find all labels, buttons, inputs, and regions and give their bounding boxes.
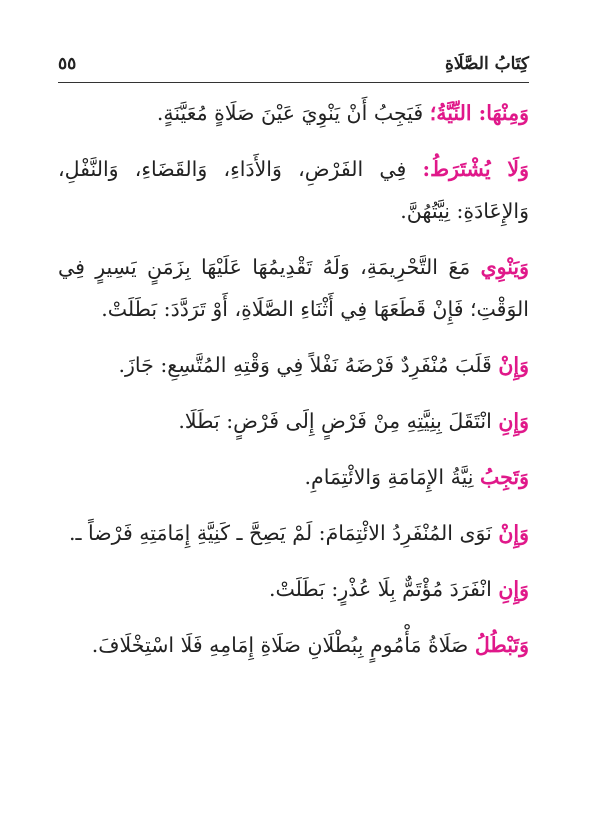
paragraph-keyword: وَلَا يُشْتَرَطُ: (422, 157, 530, 181)
paragraph-keyword: وَتَبْطُلُ (474, 633, 529, 657)
paragraph-individual-follow (58, 512, 529, 554)
chapter-title: كِتَابُ الصَّلَاةِ (444, 54, 529, 74)
paragraph-invalidation (58, 624, 529, 666)
paragraph-switch-to-nafl (58, 344, 529, 386)
paragraph-text: مَعَ التَّحْرِيمَةِ، وَلَهُ تَقْدِيمُهَا عَلَيْهَا بِزَمَنٍ يَسِيرٍ فِي الوَقْتِ؛ فَإِنْ قَطَعَهَا فِي أَثْنَاءِ الصَّلَاةِ، أَوْ تَرَدَّدَ: بَطَلَتْ. (58, 255, 529, 321)
paragraph-text: نِيَّةُ الإِمَامَةِ وَالائْتِمَامِ. (304, 465, 481, 489)
paragraph-text: انْفَرَدَ مُؤْتَمٌّ بِلَا عُذْرٍ: بَطَلَتْ. (268, 577, 499, 601)
page-number: ٥٥ (58, 54, 77, 74)
paragraph-text: فِي الفَرْضِ، وَالأَدَاءِ، وَالقَضَاءِ، وَالنَّفْلِ، وَالإِعَادَةِ: نِيَّتُهُنَّ. (58, 157, 529, 223)
paragraph-timing (58, 246, 529, 330)
paragraph-text: انْتَقَلَ بِنِيَّتِهِ مِنْ فَرْضٍ إِلَى فَرْضٍ: بَطَلَا. (178, 409, 499, 433)
paragraph-text: فَيَجِبُ أَنْ يَنْوِيَ عَيْنَ صَلَاةٍ مُعَيَّنَةٍ. (156, 101, 430, 125)
paragraph-keyword: وَإِنْ (498, 521, 529, 545)
paragraph-keyword: وَإِنِ (498, 577, 529, 601)
paragraph-not-required (58, 148, 529, 232)
paragraph-keyword: وَإِنِ (498, 409, 529, 433)
paragraph-imamate (58, 456, 529, 498)
paragraph-separation (58, 568, 529, 610)
paragraph-keyword: وَمِنْهَا: النِّيَّةُ؛ (429, 101, 529, 125)
paragraph-keyword: وَيَنْوِي (480, 255, 529, 279)
page-body (58, 92, 529, 680)
paragraph-text: قَلَبَ مُنْفَرِدٌ فَرْضَهُ نَفْلاً فِي وَقْتِهِ المُتَّسِعِ: جَازَ. (118, 353, 499, 377)
paragraph-text: صَلَاةُ مَأْمُومٍ بِبُطْلَانِ صَلَاةِ إِمَامِهِ فَلَا اسْتِخْلَافَ. (91, 633, 475, 657)
paragraph-keyword: وَإِنْ (498, 353, 529, 377)
paragraph-text: نَوَى المُنْفَرِدُ الائْتِمَامَ: لَمْ يَصِحَّ ـ كَنِيَّةِ إِمَامَتِهِ فَرْضاً ـ. (68, 521, 499, 545)
paragraph-intention (58, 92, 529, 134)
paragraph-switch-fard (58, 400, 529, 442)
paragraph-keyword: وَتَجِبُ (480, 465, 529, 489)
page-header (58, 50, 529, 83)
